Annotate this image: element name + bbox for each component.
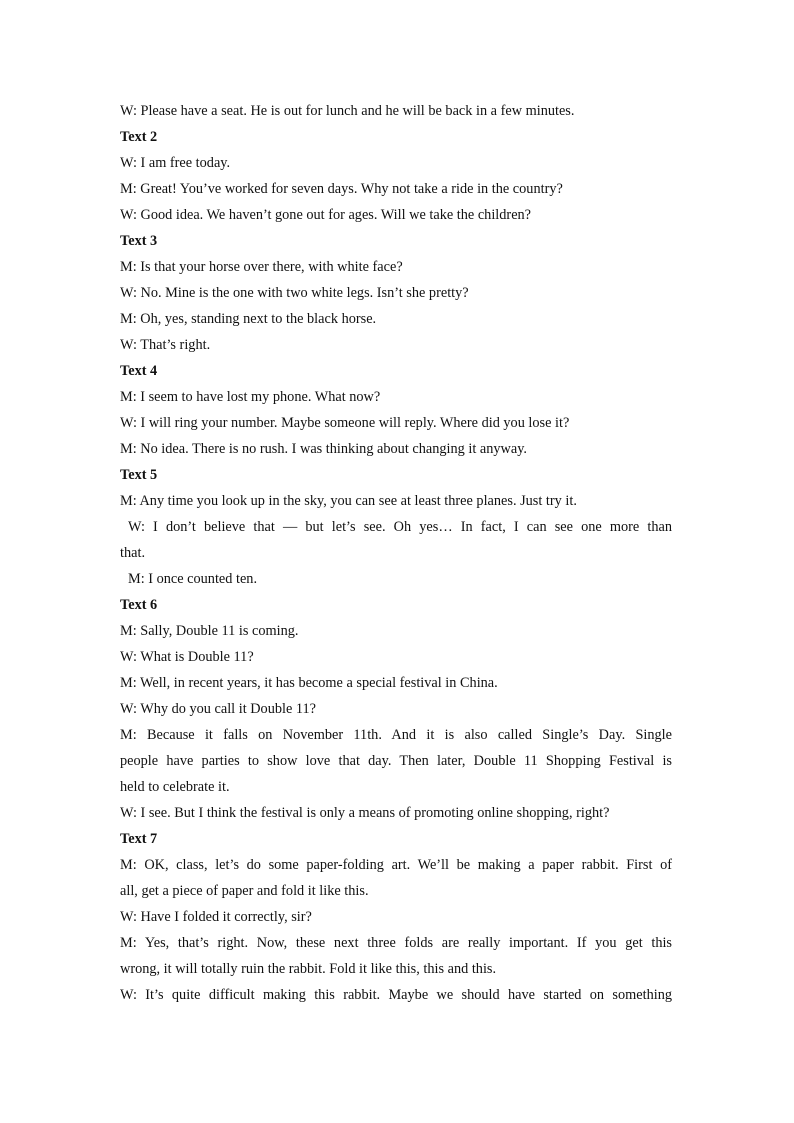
section-heading: Text 5 — [120, 467, 158, 483]
dialogue-line: M: OK, class, let’s do some paper-folding art. We’ll be making a paper rabbit. First of — [120, 857, 672, 873]
dialogue-line: W: That’s right. — [120, 337, 211, 353]
dialogue-line: that. — [120, 545, 146, 561]
dialogue-line: W: Please have a seat. He is out for lunch and he will be back in a few minutes. — [120, 103, 575, 119]
dialogue-line: M: Great! You’ve worked for seven days. Why not take a ride in the country? — [120, 181, 563, 197]
dialogue-line: M: Is that your horse over there, with white face? — [120, 259, 403, 275]
dialogue-line: W: I see. But I think the festival is only a means of promoting online shopping, right? — [120, 805, 610, 821]
section-heading: Text 4 — [120, 363, 158, 379]
dialogue-line: M: I seem to have lost my phone. What now? — [120, 389, 381, 405]
section-heading: Text 7 — [120, 831, 158, 847]
dialogue-line: W: Have I folded it correctly, sir? — [120, 909, 312, 925]
dialogue-line: M: No idea. There is no rush. I was thinking about changing it anyway. — [120, 441, 527, 457]
dialogue-line: all, get a piece of paper and fold it like this. — [120, 883, 369, 899]
section-heading: Text 2 — [120, 129, 158, 145]
section-heading: Text 6 — [120, 597, 158, 613]
dialogue-line: W: No. Mine is the one with two white legs. Isn’t she pretty? — [120, 285, 469, 301]
dialogue-line: M: Well, in recent years, it has become a special festival in China. — [120, 675, 498, 691]
section-heading: Text 3 — [120, 233, 158, 249]
transcript-body — [120, 98, 672, 1008]
dialogue-line: M: I once counted ten. — [128, 571, 258, 587]
dialogue-line: W: Why do you call it Double 11? — [120, 701, 317, 717]
dialogue-line: W: It’s quite difficult making this rabbit. Maybe we should have started on something — [120, 987, 672, 1003]
dialogue-line: W: What is Double 11? — [120, 649, 254, 665]
dialogue-line: W: Good idea. We haven’t gone out for ages. Will we take the children? — [120, 207, 532, 223]
dialogue-line: M: Any time you look up in the sky, you can see at least three planes. Just try it. — [120, 493, 577, 509]
dialogue-line: people have parties to show love that day. Then later, Double 11 Shopping Festival is — [120, 753, 672, 769]
dialogue-line: wrong, it will totally ruin the rabbit. Fold it like this, this and this. — [120, 961, 497, 977]
dialogue-line: W: I will ring your number. Maybe someone will reply. Where did you lose it? — [120, 415, 570, 431]
dialogue-line: held to celebrate it. — [120, 779, 230, 795]
dialogue-line: W: I am free today. — [120, 155, 231, 171]
dialogue-line: M: Sally, Double 11 is coming. — [120, 623, 299, 639]
dialogue-line: W: I don’t believe that — but let’s see. Oh yes… In fact, I can see one more than — [128, 519, 672, 535]
dialogue-line: M: Yes, that’s right. Now, these next three folds are really important. If you get this — [120, 935, 672, 951]
dialogue-line: M: Oh, yes, standing next to the black horse. — [120, 311, 377, 327]
dialogue-line: M: Because it falls on November 11th. And it is also called Single’s Day. Single — [120, 727, 672, 743]
